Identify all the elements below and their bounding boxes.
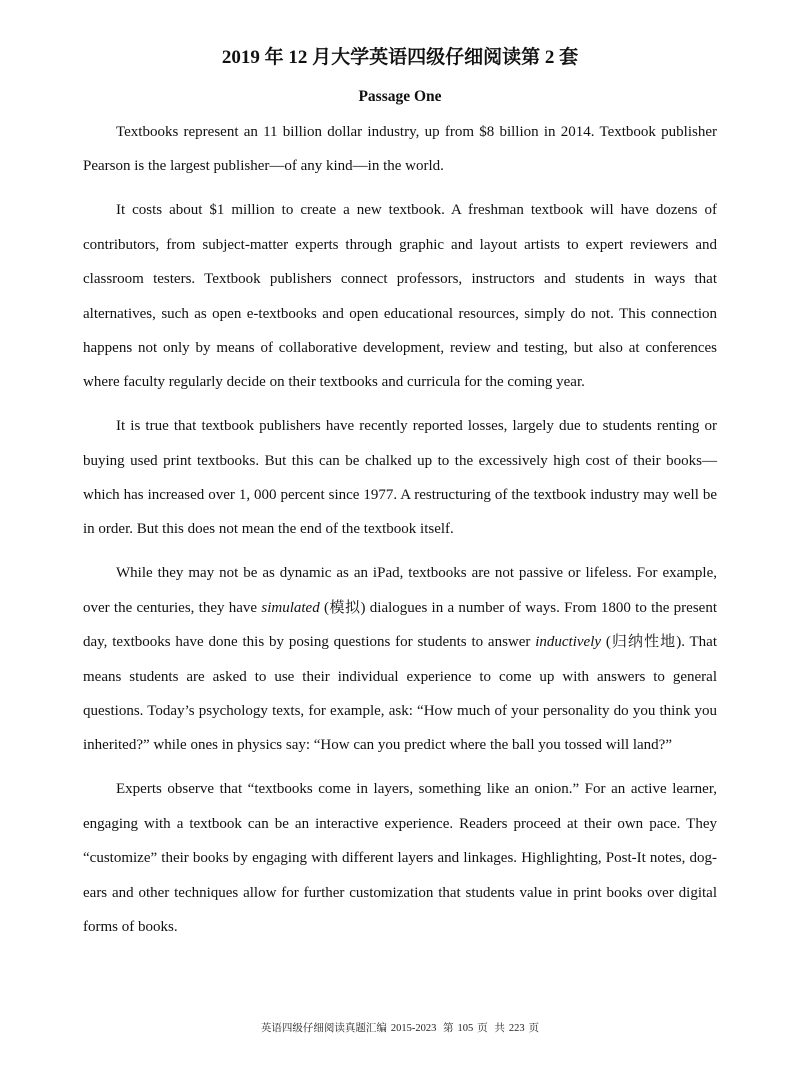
vocab-term-inductively: inductively [535,634,602,651]
paragraph-3: It is true that textbook publishers have recently reported losses, largely due to students renting or buying used print textbooks. But this can be chalked up to the excessively high cost of their books—which has increased over 1, 000 percent since 1977. A restructuring of the textbook industry may well be in order. But this does not mean the end of the textbook itself. [83,418,717,538]
footer-page-label: 第 [443,1023,454,1034]
vocab-gloss-inductively: (归纳性地) [601,634,682,651]
passage-body [83,115,717,944]
footer-page-unit: 页 [477,1023,488,1034]
paragraph-1: Textbooks represent an 11 billion dollar industry, up from $8 billion in 2014. Textbook publisher Pearson is the largest publisher—of any kind—in the world. [83,124,717,175]
footer-total-pages: 223 [508,1023,525,1034]
vocab-gloss-simulated: (模拟) [319,599,370,616]
footer-total-unit: 页 [528,1023,540,1034]
vocab-term-simulated: simulated [261,599,320,616]
footer-total-label: 共 [494,1023,505,1034]
footer-years: 2015-2023 [390,1023,437,1034]
paragraph-4 [83,556,717,762]
footer-page-number: 105 [457,1023,474,1034]
paragraph-5: Experts observe that “textbooks come in layers, something like an onion.” For an active learner, engaging with a textbook can be an interactive experience. Readers proceed at their own pace. They “customize” their books by engaging with different layers and linkages. Highlighting, Post-It notes, dog-ears and other techniques allow for further customization that students value in print books over digital forms of books. [83,781,717,935]
page-title: 2019 年 12 月大学英语四级仔细阅读第 2 套 [221,47,579,68]
paragraph-2: It costs about $1 million to create a new textbook. A freshman textbook will have dozens of contributors, from subject-matter experts through graphic and layout artists to expert reviewers and classroom testers. Textbook publishers connect professors, instructors and students in ways that alternatives, such as open e-textbooks and open educational resources, simply do not. This connection happens not only by means of collaborative development, review and testing, but also at conferences where faculty regularly decide on their textbooks and curricula for the coming year. [83,202,717,391]
footer-source: 英语四级仔细阅读真题汇编 [260,1023,387,1034]
passage-heading: Passage One [358,88,442,105]
paragraph-4-text-c: . That means students are asked to use their individual experience to come up with answers to general questions. Today’s psychology texts, for example, ask: “How much of your personality do you think you inherited?” while ones in physics say: “How can you predict where the ball you tossed will land?” [83,634,718,754]
page-footer [0,1022,800,1036]
paragraph-4-text-a: While they may not be as dynamic as an iPad, textbooks are not passive or lifeless. For example, over the centuries, they have [83,565,717,616]
paragraph-4-text-b: dialogues in a number of ways. From 1800 to the present day, textbooks have done this by posing questions for students to answer [83,599,717,651]
